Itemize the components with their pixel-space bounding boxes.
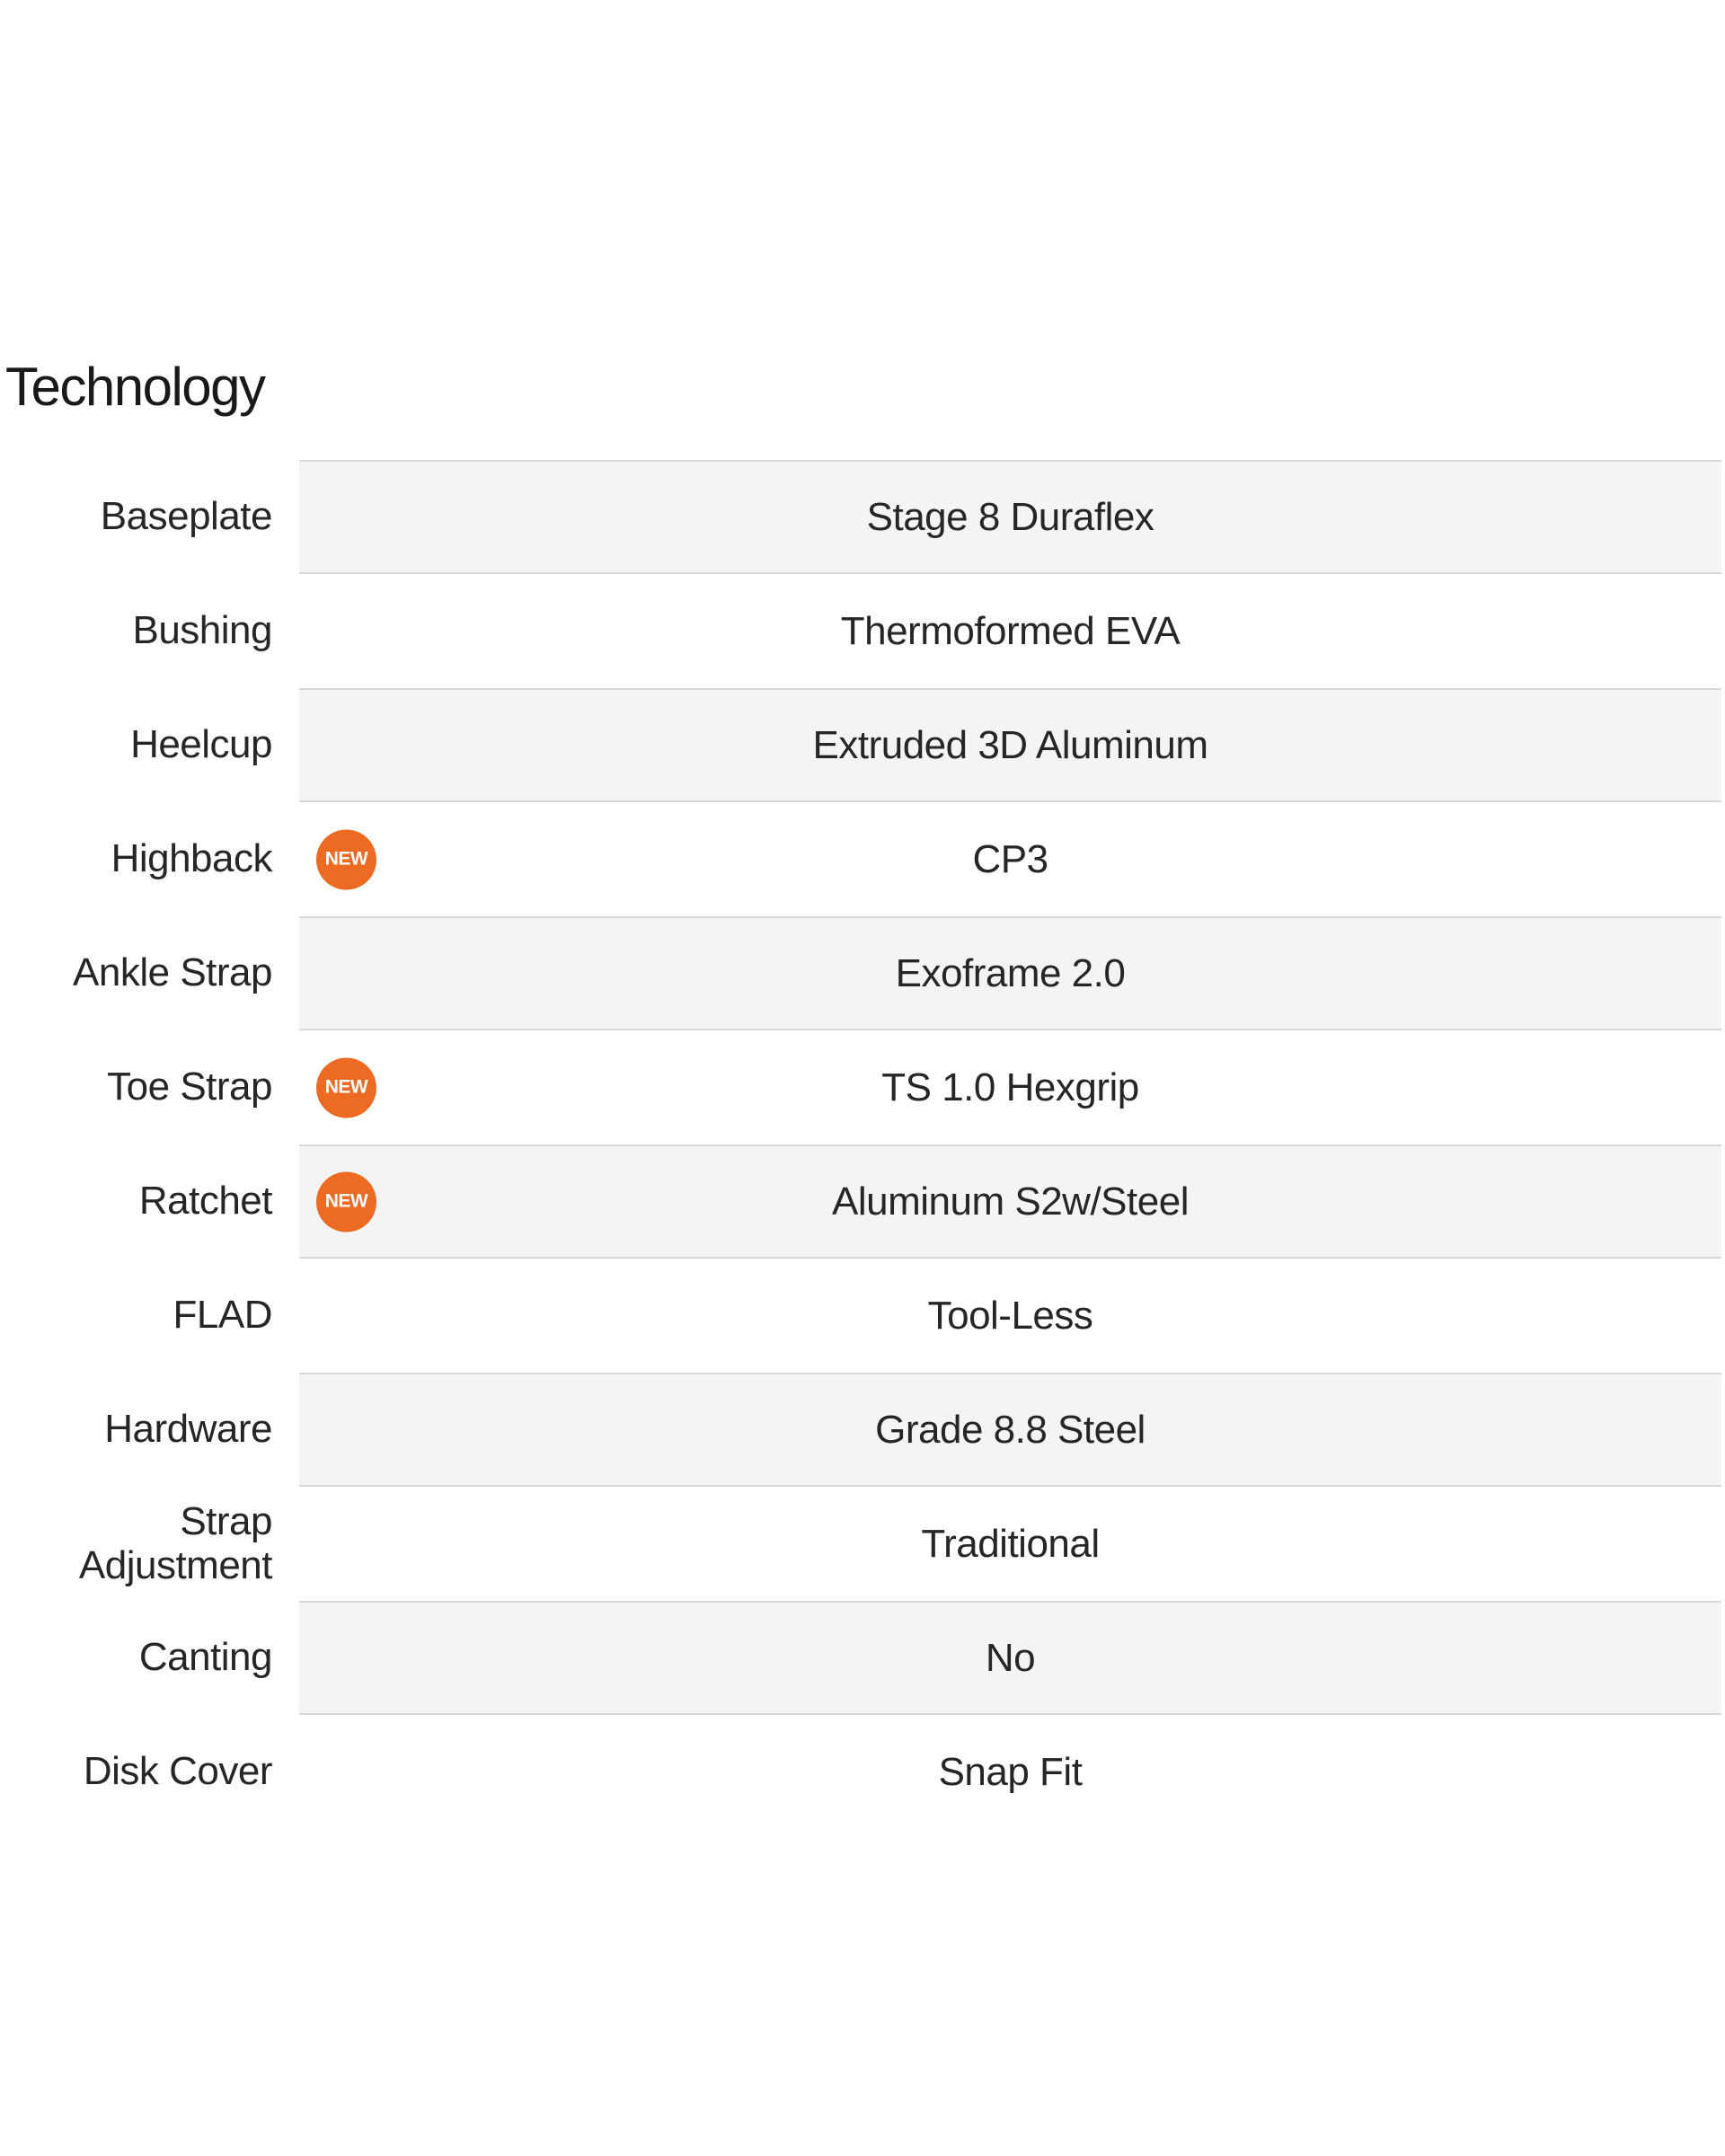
spec-value-cell bbox=[299, 688, 1721, 802]
spec-value-cell bbox=[299, 1259, 1721, 1373]
spec-value: Aluminum S2w/Steel bbox=[832, 1179, 1189, 1224]
new-badge: NEW bbox=[316, 829, 376, 889]
table-row bbox=[0, 1030, 1721, 1144]
table-row bbox=[0, 1373, 1721, 1487]
spec-value: Extruded 3D Aluminum bbox=[812, 722, 1208, 767]
spec-label: Heelcup bbox=[130, 722, 272, 767]
spec-value-cell bbox=[299, 916, 1721, 1030]
table-row bbox=[0, 1259, 1721, 1373]
new-badge: NEW bbox=[316, 1171, 376, 1232]
new-badge bbox=[316, 601, 376, 661]
table-row bbox=[0, 916, 1721, 1030]
new-badge bbox=[316, 715, 376, 775]
new-badge bbox=[316, 487, 376, 547]
spec-value: Exoframe 2.0 bbox=[895, 950, 1126, 995]
table-row bbox=[0, 802, 1721, 916]
spec-value: Thermoformed EVA bbox=[840, 608, 1181, 653]
spec-label: Bushing bbox=[132, 608, 272, 653]
new-badge bbox=[316, 1514, 376, 1574]
new-badge bbox=[316, 1286, 376, 1346]
spec-label: FLAD bbox=[172, 1293, 272, 1338]
spec-label: Strap Adjustment bbox=[78, 1499, 272, 1587]
page-title: Technology bbox=[5, 357, 265, 417]
spec-value: CP3 bbox=[972, 836, 1048, 881]
spec-value-cell bbox=[299, 460, 1721, 574]
spec-value: Grade 8.8 Steel bbox=[875, 1407, 1146, 1452]
spec-value-cell bbox=[299, 1144, 1721, 1259]
spec-value-cell bbox=[299, 574, 1721, 688]
spec-value: Traditional bbox=[921, 1521, 1100, 1566]
spec-value-cell bbox=[299, 1487, 1721, 1601]
spec-value: No bbox=[985, 1635, 1036, 1680]
table-row bbox=[0, 1487, 1721, 1601]
spec-value: Tool-Less bbox=[927, 1293, 1093, 1338]
spec-label: Disk Cover bbox=[83, 1749, 272, 1794]
new-badge bbox=[316, 1400, 376, 1460]
spec-value-cell bbox=[299, 802, 1721, 916]
spec-label: Highback bbox=[111, 836, 272, 881]
spec-value: TS 1.0 Hexgrip bbox=[881, 1065, 1139, 1109]
spec-value: Stage 8 Duraflex bbox=[866, 494, 1154, 539]
spec-label: Hardware bbox=[104, 1407, 272, 1452]
table-row bbox=[0, 460, 1721, 574]
new-badge bbox=[316, 1628, 376, 1688]
spec-label: Ankle Strap bbox=[73, 950, 272, 995]
table-row bbox=[0, 1144, 1721, 1259]
spec-label: Canting bbox=[138, 1635, 272, 1680]
spec-value-cell bbox=[299, 1030, 1721, 1144]
spec-label: Baseplate bbox=[100, 494, 272, 539]
spec-label: Toe Strap bbox=[107, 1065, 272, 1109]
spec-value-cell bbox=[299, 1715, 1721, 1829]
spec-label: Ratchet bbox=[138, 1179, 272, 1224]
table-row bbox=[0, 1601, 1721, 1715]
technology-spec-table bbox=[0, 460, 1721, 1829]
spec-value-cell bbox=[299, 1601, 1721, 1715]
table-row bbox=[0, 1715, 1721, 1829]
new-badge bbox=[316, 943, 376, 1003]
table-row bbox=[0, 688, 1721, 802]
new-badge bbox=[316, 1742, 376, 1802]
table-row bbox=[0, 574, 1721, 688]
spec-value: Snap Fit bbox=[938, 1749, 1083, 1794]
new-badge: NEW bbox=[316, 1057, 376, 1118]
spec-value-cell bbox=[299, 1373, 1721, 1487]
